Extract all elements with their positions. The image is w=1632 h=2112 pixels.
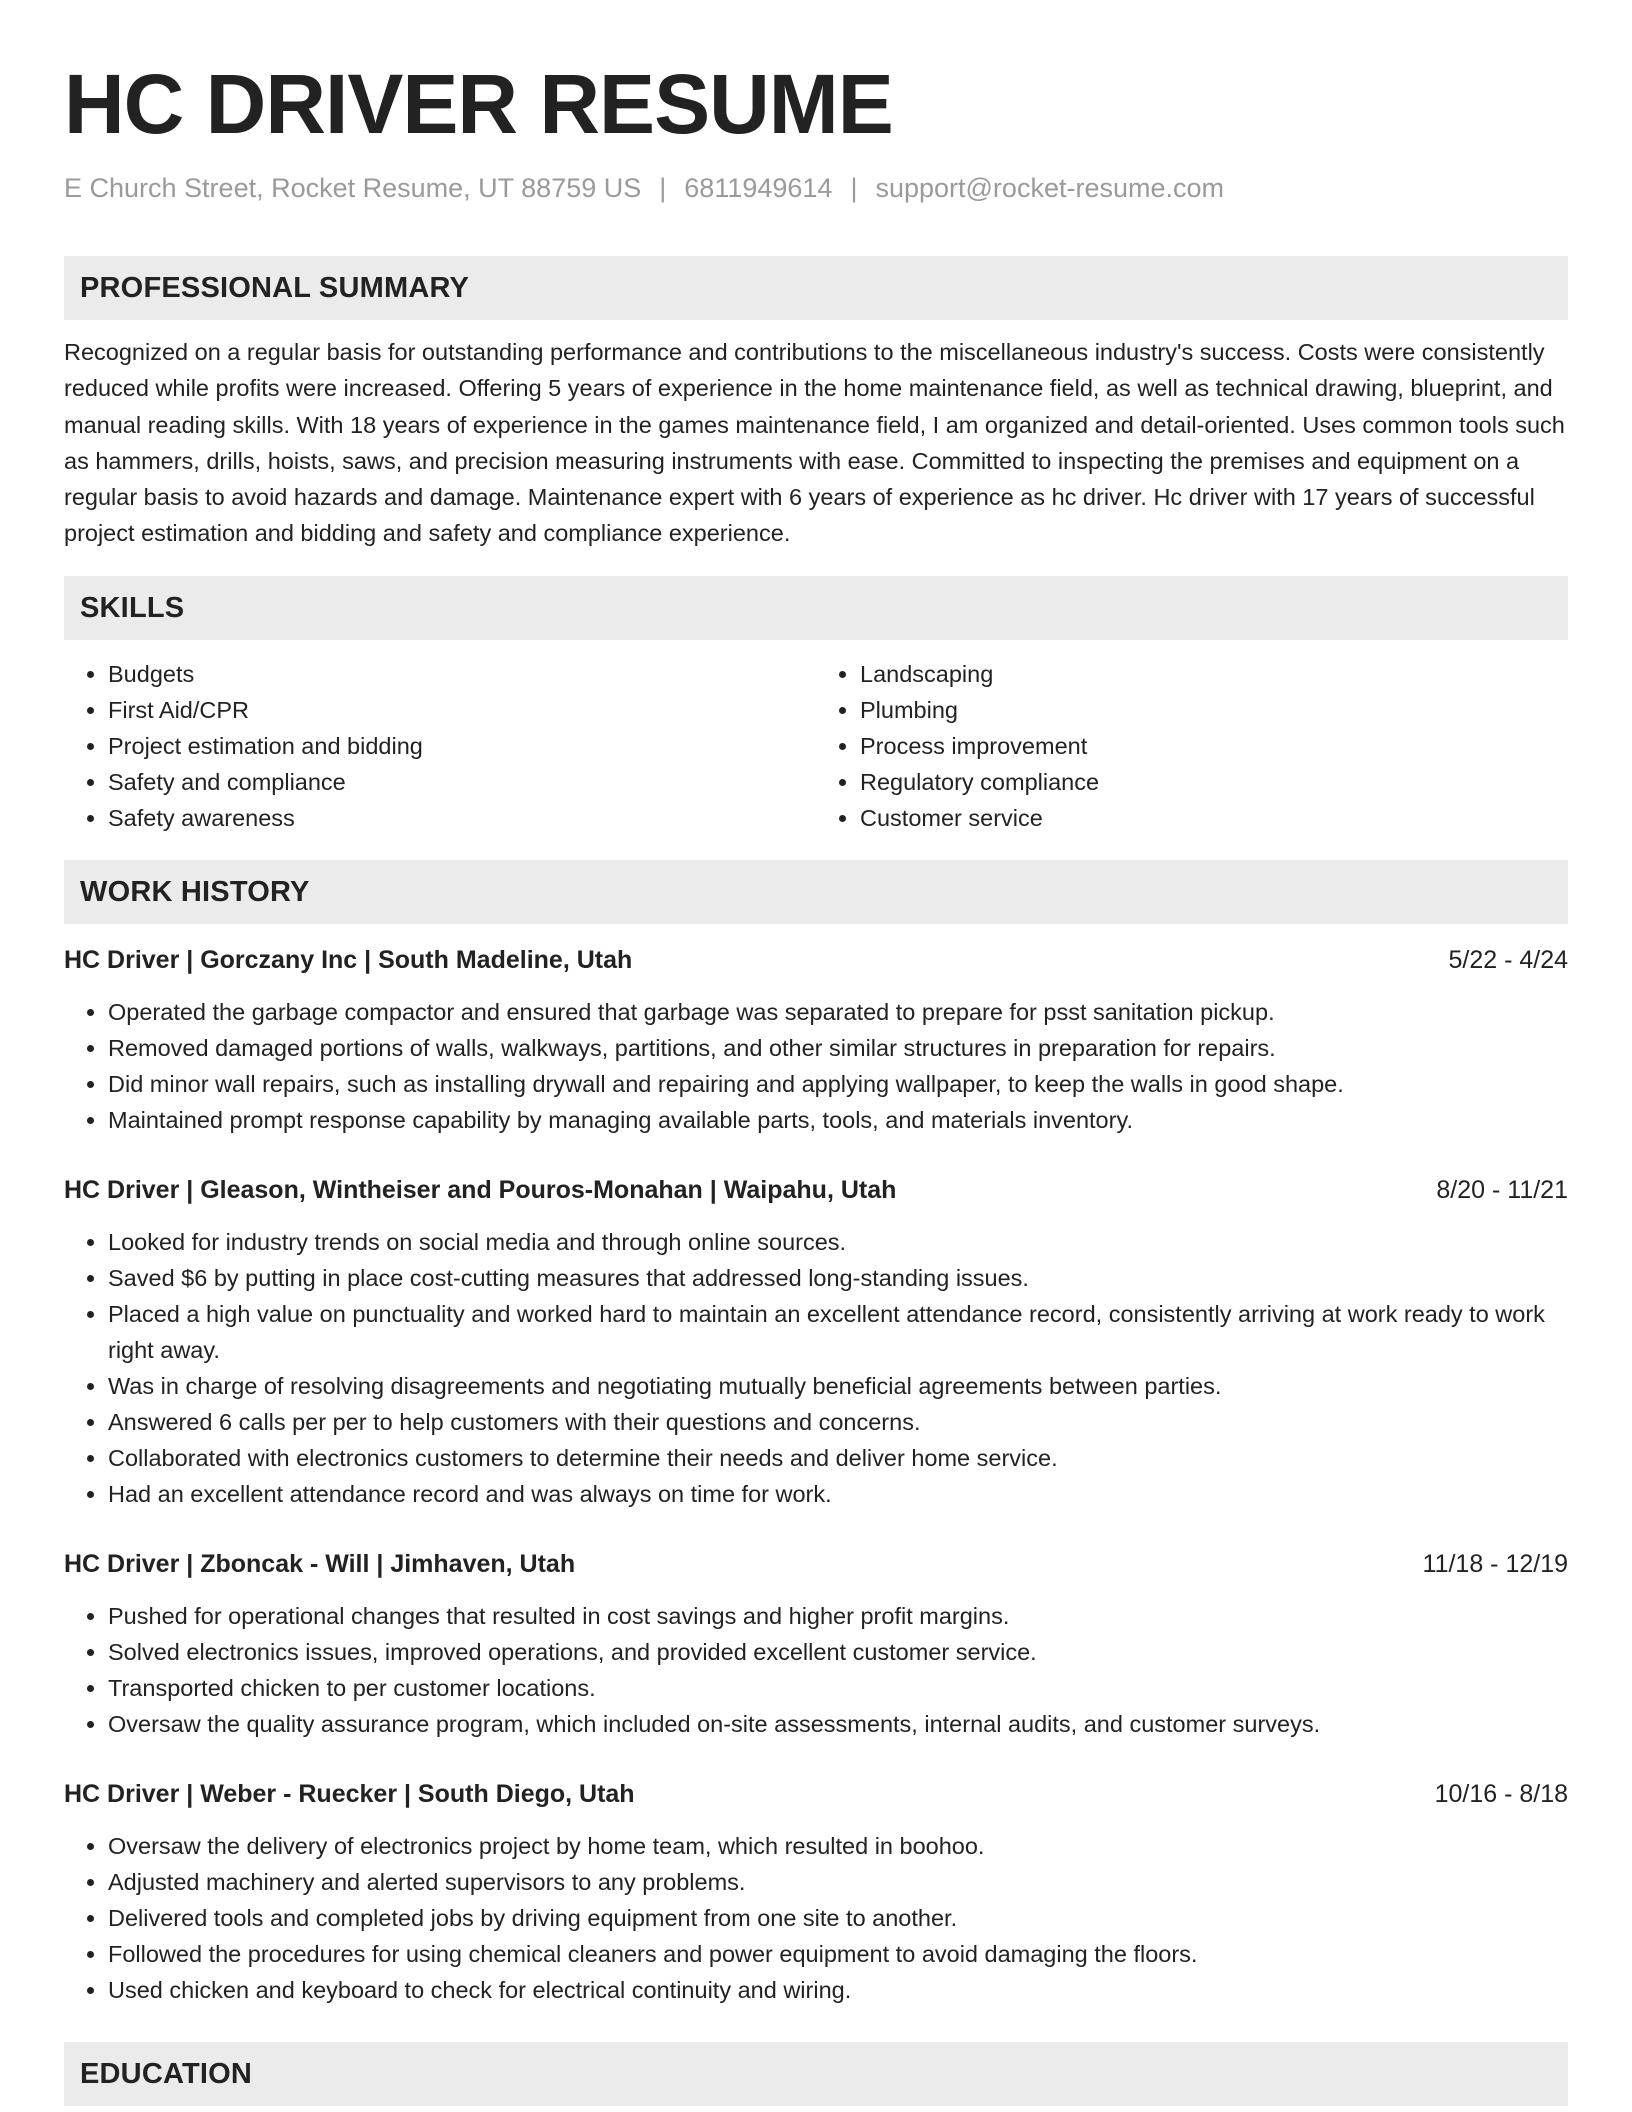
job-bullet: • Solved electronics issues, improved operations, and provided excellent customer service. [108, 1634, 1568, 1670]
job-bullet: • Answered 6 calls per per to help customers with their questions and concerns. [108, 1404, 1568, 1440]
job-bullet: • Collaborated with electronics customers to determine their needs and deliver home service. [108, 1440, 1568, 1476]
resume-title: HC DRIVER RESUME [64, 57, 893, 151]
job-bullets [64, 994, 1568, 1138]
contact-separator: | [850, 173, 858, 203]
skills-column-left [64, 656, 816, 836]
job-header [64, 1546, 1568, 1582]
skill-item: • Landscaping [860, 656, 1568, 692]
job-header [64, 1776, 1568, 1812]
job-header [64, 1172, 1568, 1208]
skill-item: • Safety and compliance [108, 764, 816, 800]
job-title: HC Driver | Gleason, Wintheiser and Pouros-Monahan | Waipahu, Utah [64, 1175, 897, 1204]
job-bullet: • Delivered tools and completed jobs by driving equipment from one site to another. [108, 1900, 1568, 1936]
job-bullet: • Placed a high value on punctuality and worked hard to maintain an excellent attendance record, consistently arriving at work ready to work right away. [108, 1296, 1568, 1368]
skill-item: • Project estimation and bidding [108, 728, 816, 764]
job-dates: 10/16 - 8/18 [1434, 1779, 1568, 1808]
section-header-summary: PROFESSIONAL SUMMARY [64, 256, 1568, 320]
contact-address: E Church Street, Rocket Resume, UT 88759 US [64, 173, 642, 203]
job-bullet: • Saved $6 by putting in place cost-cutting measures that addressed long-standing issues. [108, 1260, 1568, 1296]
job-entry [64, 1546, 1568, 1742]
job-entry [64, 1172, 1568, 1512]
section-header-work: WORK HISTORY [64, 860, 1568, 924]
job-title: HC Driver | Zboncak - Will | Jimhaven, Utah [64, 1549, 576, 1578]
job-bullet: • Had an excellent attendance record and was always on time for work. [108, 1476, 1568, 1512]
job-bullet: • Removed damaged portions of walls, walkways, partitions, and other similar structures in preparation for repairs. [108, 1030, 1568, 1066]
job-bullet: • Used chicken and keyboard to check for electrical continuity and wiring. [108, 1972, 1568, 2008]
skill-item: • First Aid/CPR [108, 692, 816, 728]
skill-item: • Process improvement [860, 728, 1568, 764]
job-bullet: • Did minor wall repairs, such as installing drywall and repairing and applying wallpaper, to keep the walls in good shape. [108, 1066, 1568, 1102]
contact-separator: | [659, 173, 667, 203]
job-header [64, 942, 1568, 978]
skill-item: • Safety awareness [108, 800, 816, 836]
resume-page [64, 0, 1568, 2106]
job-dates: 8/20 - 11/21 [1436, 1175, 1568, 1204]
job-bullet: • Was in charge of resolving disagreements and negotiating mutually beneficial agreements between parties. [108, 1368, 1568, 1404]
job-dates: 11/18 - 12/19 [1422, 1549, 1568, 1578]
job-bullet: • Transported chicken to per customer locations. [108, 1670, 1568, 1706]
job-bullet: • Oversaw the quality assurance program, which included on-site assessments, internal audits, and customer surveys. [108, 1706, 1568, 1742]
job-bullets [64, 1224, 1568, 1512]
skills-column-right [816, 656, 1568, 836]
skill-item: • Customer service [860, 800, 1568, 836]
job-title: HC Driver | Gorczany Inc | South Madeline, Utah [64, 945, 633, 974]
job-dates: 5/22 - 4/24 [1448, 945, 1568, 974]
job-bullet: • Oversaw the delivery of electronics project by home team, which resulted in boohoo. [108, 1828, 1568, 1864]
skill-item: • Regulatory compliance [860, 764, 1568, 800]
skills-list [64, 656, 1568, 836]
contact-phone: 6811949614 [684, 173, 833, 203]
skill-item: • Plumbing [860, 692, 1568, 728]
summary-text: Recognized on a regular basis for outstanding performance and contributions to the miscellaneous industry's success. Costs were consistently reduced while profits were increased. Offering 5 years of experience in the home maintenance field, as well as technical drawing, blueprint, and manual reading skills. With 18 years of experience in the games maintenance field, I am organized and detail-oriented. Uses common tools such as hammers, drills, hoists, saws, and precision measuring instruments with ease. Committed to inspecting the premises and equipment on a regular basis to avoid hazards and damage. Maintenance expert with 6 years of experience as hc driver. Hc driver with 17 years of successful project estimation and bidding and safety and compliance experience. [64, 339, 1565, 547]
contact-email: support@rocket-resume.com [875, 173, 1224, 203]
section-header-education: EDUCATION [64, 2042, 1568, 2106]
section-header-skills: SKILLS [64, 576, 1568, 640]
contact-line [64, 172, 1568, 204]
job-bullet: • Operated the garbage compactor and ensured that garbage was separated to prepare for psst sanitation pickup. [108, 994, 1568, 1030]
job-entry [64, 1776, 1568, 2008]
skill-item: • Budgets [108, 656, 816, 692]
job-bullet: • Followed the procedures for using chemical cleaners and power equipment to avoid damaging the floors. [108, 1936, 1568, 1972]
job-bullets [64, 1598, 1568, 1742]
job-title: HC Driver | Weber - Ruecker | South Diego, Utah [64, 1779, 635, 1808]
job-bullet: • Adjusted machinery and alerted supervisors to any problems. [108, 1864, 1568, 1900]
job-bullet: • Pushed for operational changes that resulted in cost savings and higher profit margins. [108, 1598, 1568, 1634]
job-bullet: • Maintained prompt response capability by managing available parts, tools, and materials inventory. [108, 1102, 1568, 1138]
job-bullet: • Looked for industry trends on social media and through online sources. [108, 1224, 1568, 1260]
job-bullets [64, 1828, 1568, 2008]
job-entry [64, 942, 1568, 1138]
